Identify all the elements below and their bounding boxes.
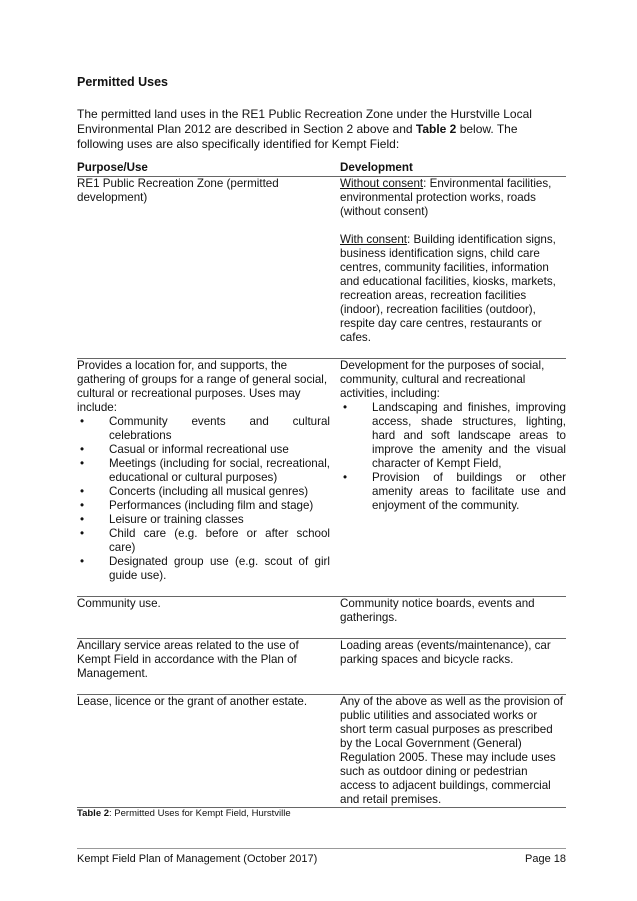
list-item: • Leisure or training classes	[77, 513, 330, 527]
table-row	[77, 597, 566, 639]
cell-development	[340, 177, 566, 359]
without-consent-list: : Environmental facilities, environmental protection works, roads (without consent)	[340, 177, 552, 218]
development-bullet-list	[340, 401, 566, 513]
purpose-intro: Provides a location for, and supports, the gathering of groups for a range of general social, cultural or recreational purposes. Uses may include:	[77, 359, 328, 414]
table-header-row	[77, 161, 566, 177]
column-header-purpose: Purpose/Use	[77, 161, 340, 177]
list-item: • Meetings (including for social, recreational, educational or cultural purposes)	[77, 457, 330, 485]
with-consent-list: : Building identification signs, business identification signs, child care centres, community facilities, information and educational facilities, kiosks, markets, recreation areas, recreation facilities (indoor), recreation facilities (outdoor), respite day care centres, restaurants or cafes.	[340, 233, 556, 344]
section-heading: Permitted Uses	[77, 75, 169, 89]
table-row	[77, 695, 566, 808]
intro-paragraph	[77, 107, 566, 152]
list-item: • Performances (including film and stage)	[77, 499, 330, 513]
cell-purpose: RE1 Public Recreation Zone (permitted development)	[77, 177, 340, 359]
table-row	[77, 177, 566, 359]
permitted-uses-table	[77, 161, 566, 808]
intro-bold-ref: Table 2	[415, 122, 457, 136]
intro-text-after: below. The following uses are also specifically identified for Kempt Field:	[77, 122, 518, 151]
intro-text-before: The permitted land uses in the RE1 Public Recreation Zone under the Hurstville Local Environmental Plan 2012 are described in Section 2 above and	[77, 107, 532, 136]
cell-purpose: Community use.	[77, 597, 340, 639]
table-caption	[77, 808, 291, 819]
list-item: • Casual or informal recreational use	[77, 443, 330, 457]
footer-divider	[77, 848, 566, 849]
cell-development: Loading areas (events/maintenance), car parking spaces and bicycle racks.	[340, 639, 566, 695]
list-item: • Community events and cultural celebrations	[77, 415, 330, 443]
list-item: • Concerts (including all musical genres)	[77, 485, 330, 499]
with-consent-label: With consent	[340, 233, 408, 246]
list-item: • Child care (e.g. before or after school care)	[77, 527, 330, 555]
list-item: • Landscaping and finishes, improving access, shade structures, lighting, hard and soft landscape areas to improve the amenity and the visual character of Kempt Field,	[340, 401, 566, 471]
list-item: • Provision of buildings or other amenity areas to facilitate use and enjoyment of the community.	[340, 471, 566, 513]
without-consent-label: Without consent	[340, 177, 424, 190]
footer-document-title: Kempt Field Plan of Management (October 2017)	[77, 853, 318, 865]
cell-development: Community notice boards, events and gatherings.	[340, 597, 566, 639]
without-consent-text	[340, 177, 566, 219]
column-header-development: Development	[340, 161, 566, 177]
caption-text: : Permitted Uses for Kempt Field, Hurstville	[109, 808, 291, 819]
cell-purpose	[77, 359, 340, 597]
with-consent-text	[340, 233, 566, 345]
development-intro: Development for the purposes of social, community, cultural and recreational activities, including:	[340, 359, 545, 400]
cell-purpose: Ancillary service areas related to the use of Kempt Field in accordance with the Plan of Management.	[77, 639, 340, 695]
caption-label: Table 2	[77, 808, 110, 819]
table-row	[77, 359, 566, 597]
footer-page-number: Page 18	[525, 853, 566, 865]
cell-development	[340, 359, 566, 597]
purpose-bullet-list	[77, 415, 330, 583]
table-row	[77, 639, 566, 695]
list-item: • Designated group use (e.g. scout of girl guide use).	[77, 555, 330, 583]
cell-purpose: Lease, licence or the grant of another estate.	[77, 695, 340, 808]
cell-development: Any of the above as well as the provision of public utilities and associated works or short term casual purposes as prescribed by the Local Government (General) Regulation 2005. These may include uses such as outdoor dining or pedestrian access to adjacent buildings, commercial and retail premises.	[340, 695, 566, 808]
